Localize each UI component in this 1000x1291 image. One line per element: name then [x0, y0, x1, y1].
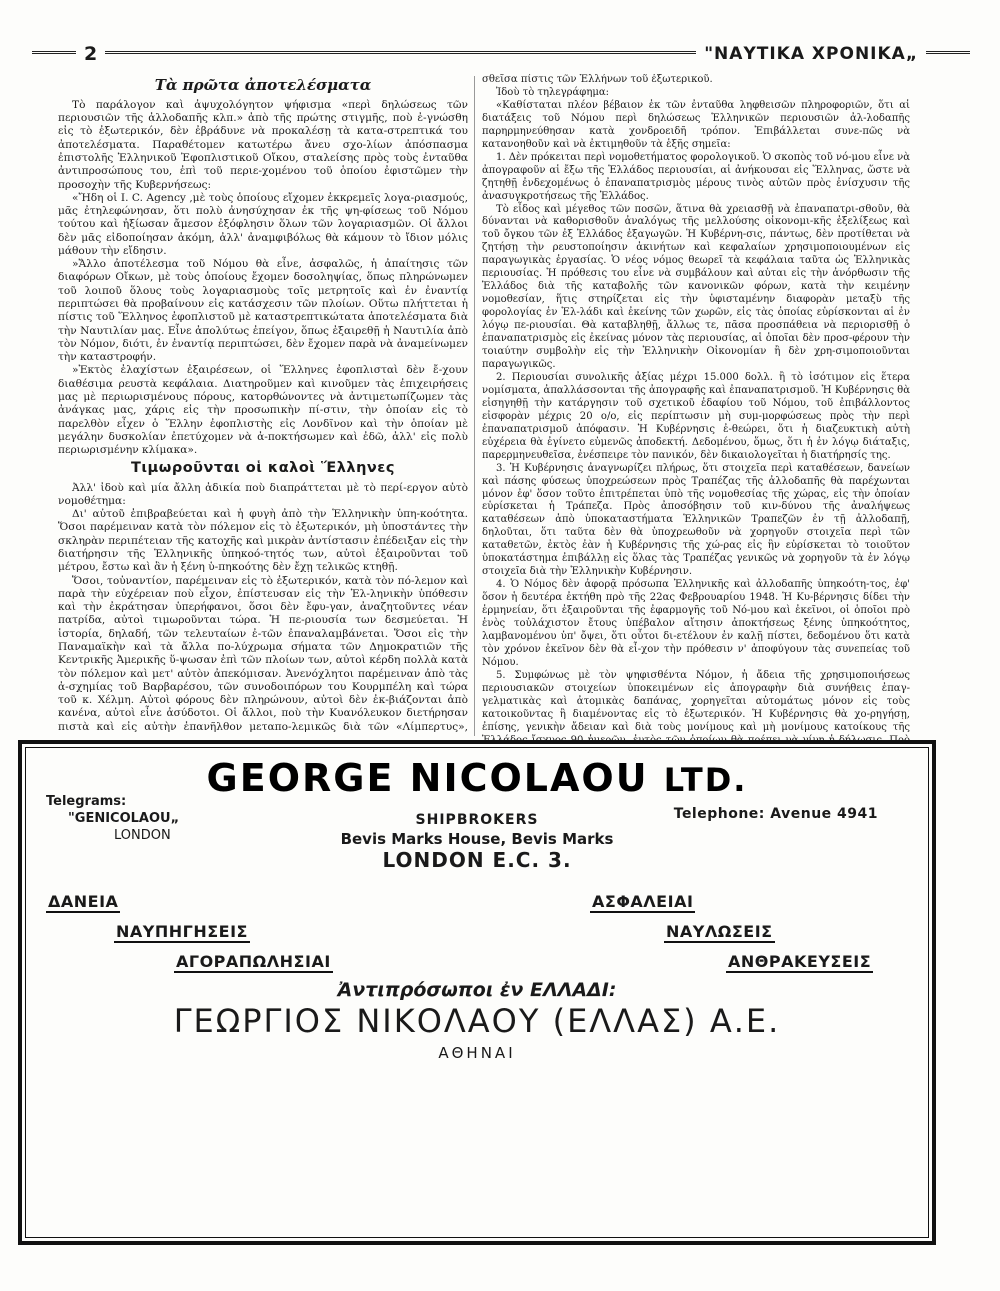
article-paragraph: Τὸ παράλογον καὶ ἀψυχολόγητον ψήφισμα «περὶ δηλώσεως τῶν περιουσιῶν τῆς ἀλλοδαπῆς κλπ.» ἀπὸ τῆς πρώτης στιγμῆς, ποὺ ἐ-γνώσθη εἰς τὸ ἐξωτερικόν, δὲν ἐβράδυνε νὰ προκαλέσῃ τὰ κατα-στρεπτικά του ἀποτελέσματα. Παραθέτομεν κατωτέρω ἄνευ σχο-λίων ἀπόσπασμα ἐπιστολῆς Ἑλληνικοῦ Ἐφοπλιστικοῦ Οἴκου, σταλείσης πρὸς τοὺς ἐνταῦθα ἀντιπροσώπους του, ἐπὶ τοῦ περιε-χομένου τοῦ ὁποίου ἐφιστῶμεν τὴν προσοχὴν τῆς Κυβερνήσεως: — [58, 98, 468, 191]
representative-city: ΑΘΗΝΑΙ — [438, 1044, 516, 1062]
journal-title: "ΝΑΥΤΙΚΑ ΧΡΟΝΙΚΑ„ — [704, 44, 918, 64]
service-sale-purchase: ΑΓΟΡΑΠΩΛΗΣΙΑΙ — [176, 952, 331, 971]
article-paragraph: Ἀλλ' ἰδοὺ καὶ μία ἄλλη ἀδικία ποὺ διαπράττεται μὲ τὸ περί-εργον αὐτὸ νομοθέτημα: — [58, 481, 468, 507]
right-article-column — [482, 74, 910, 746]
representative-name: ΓΕΩΡΓΙΟΣ ΝΙΚΟΛΑΟΥ (ΕΛΛΑΣ) Α.Ε. — [173, 1002, 781, 1040]
telegrams-label: Telegrams: — [46, 794, 127, 809]
address-line: Bevis Marks House, Bevis Marks — [340, 830, 614, 848]
article-paragraph: Ἰδοὺ τὸ τηλεγράφημα: — [496, 86, 610, 98]
quoted-paragraph: «Ἤδη οἱ I. C. Agency ,μὲ τοὺς ὁποίους εἴχομεν ἐκκρεμεῖς λογα-ριασμούς, μᾶς ἐτηλεφώνησαν, ὅτι πολὺ ἀνησύχησαν ἐκ τῆς ψη-φίσεως τοῦ Νόμου τούτου καὶ ἠξίωσαν ἄμεσον ἐξόφλησιν ὅλων τῶν λογαριασμῶν. Οἱ ἄλλοι δὲν μᾶς εἰδοποίησαν ἀκόμη, ἀλλ' ἀναμφιβόλως θὰ κάμουν τὸ ἴδιον μόλις μάθουν τὴν εἴδησιν. — [58, 191, 468, 257]
service-chartering: ΝΑΥΛΩΣΕΙΣ — [666, 922, 773, 941]
article-paragraph: σθεῖσα πίστις τῶν Ἑλλήνων τοῦ ἐξωτερικοῦ. — [482, 74, 713, 85]
heading-good-greeks-punished: Τιμωροῦνται οἱ καλοὶ Ἕλληνες — [131, 460, 395, 477]
page-header — [32, 42, 970, 66]
article-paragraph: Δι' αὐτοῦ ἐπιβραβεύεται καὶ ἡ φυγὴ ἀπὸ τὴν Ἑλληνικὴν ὑπη-κοότητα. Ὅσοι παρέμειναν κατὰ τὸν πόλεμον εἰς τὸ ἐξωτερικόν, μὴ ὑποστάντες τὴν σκληρὰν περιπέτειαν τῆς κατοχῆς καὶ μικρὰν ἀντίστασιν ἐπέδειξαν εἰς τὴν διατήρησιν τῆς Ἑλληνικῆς ὑπηκοό-τητός των, αὐτοὶ ἐξαιροῦνται τοῦ μέτρου, ἔστω καὶ ἂν ἡ ξένη ὑ-πηκοότης δὲν ἔχῃ τελικῶς κτηθῇ. — [58, 508, 468, 574]
shipbrokers-label: SHIPBROKERS — [415, 812, 539, 828]
telegram-paragraph: 3. Ἡ Κυβέρνησις ἀναγνωρίζει πλήρως, ὅτι στοιχεῖα περὶ καταθέσεων, δανείων καὶ πάσης φύσεως ὑποχρεώσεων πρὸς Τραπέζας τῆς ἀλλοδαπῆς θὰ παρέχωνται μόνον ἐφ' ὅσον τοῦτο ἐπιτρέπεται ὑπὸ τῆς νομοθεσίας τῆς χώρας, εἰς τὴν ὁποίαν εὑρίσκεται ἡ Τράπεζα. Πρὸς ἀποσόβησιν τοῦ κιν-δύνου τῆς ἀναλήψεως καταθέσεων ἀπὸ ὑποκαταστήματα Ἑλληνικῶν Τραπεζῶν ἐν τῇ ἀλλοδαπῇ, δηλοῦται, ὅτι ταῦτα δὲν θὰ ὑποχρεωθοῦν νὰ χορηγοῦν στοιχεῖα περὶ τῶν καταθετῶν, ἐκτὸς ἐὰν ἡ Κυβέρνησις τῆς χώ-ρας εἰς ἣν εὑρίσκεται τὸ τοιοῦτον ὑποκατάστημα ἐπιβάλλῃ εἰς ὅλας τὰς Τραπέζας γενικῶς νὰ χορηγοῦν τὰ ἐν λόγῳ στοιχεῖα διὰ τὴν Ἑλληνικὴν Κυβέρνησιν. — [482, 462, 910, 578]
header-rule-middle — [105, 51, 696, 57]
telegram-paragraph: 1. Δὲν πρόκειται περὶ νομοθετήματος φορολογικοῦ. Ὁ σκοπὸς τοῦ νό-μου εἶνε νὰ ἀπογραφοῦν αἱ ἔξω τῆς Ἑλλάδος περιουσίαι, αἱ ἀνήκουσαι εἰς Ἕλληνας, ὥστε νὰ ζητηθῇ ἐνδεχομένως ὁ ἐπαναπατρισμὸς μέρους τινὸς αὐτῶν πρὸς ἐνίσχυσιν τῆς ἀνασυγκροτήσεως τῆς Ἑλλάδος. — [482, 151, 910, 202]
telegram-paragraph: 5. Συμφώνως μὲ τὸν ψηφισθέντα Νόμον, ἡ ἄδεια τῆς χρησιμοποιήσεως περιουσιακῶν στοιχείων ὑποκειμένων εἰς ἀπογραφὴν διὰ συνήθεις ἐπαγ-γελματικὰς καὶ ἀτομικὰς δαπάνας, χορηγεῖται αὐτομάτως μόνον εἰς τοὺς κατοικοῦντας ἢ διαμένοντας εἰς τὸ ἐξωτερικόν. Ἡ Κυβέρνησις θὰ χο-ρηγήσῃ, ἐπίσης, γενικὴν ἄδειαν καὶ διὰ τοὺς μονίμους καὶ μὴ μονίμους κατοίκους τῆς — [482, 669, 910, 733]
telegram-paragraph: 4. Ὁ Νόμος δὲν ἀφορᾷ πρόσωπα Ἑλληνικῆς καὶ ἀλλοδαπῆς ὑπηκοότη-τος, ἐφ' ὅσον ἡ δευτέρα ἐκτήθη πρὸ τῆς 22ας Φεβρουαρίου 1948. Ἡ Κυ-βέρνησις δίδει τὴν ἑρμηνείαν, ὅτι ἐξαιροῦνται τῆς ἐφαρμογῆς τοῦ Νό-μου καὶ ἐκεῖνοι, οἱ ὁποῖοι πρὸ ἑνὸς τοὐλάχιστον ἔτους ὑπέβαλον αἴτησιν ἀποκτήσεως ξένης ὑπηκοότητος, λαμβανομένου ὑπ' ὄψει, ὅτι οὗτοι δι-ετέλουν ἐν καλῇ πίστει, δεδομένου ὅτι κατὰ τὸν χρόνον ἐκεῖνον δὲν θὰ εἶ-χον τὴν πρόθεσιν ν' ἀποφύγουν τὰς συνεπείας τοῦ Νόμου. — [482, 579, 910, 668]
header-rule-right — [926, 51, 970, 57]
company-name-text: GEORGE NICOLAOU — [206, 756, 649, 800]
address-city: LONDON E.C. 3. — [382, 848, 572, 872]
left-article-column — [58, 74, 468, 734]
telegram-paragraph: «Καθίσταται πλέον βέβαιον ἐκ τῶν ἐνταῦθα ληφθεισῶν πληροφοριῶν, ὅτι αἱ διατάξεις τοῦ Νόμου περὶ δηλώσεως Ἑλληνικῶν περιουσιῶν ἀλ-λοδαπῆς παρηρμηνεύθησαν κατὰ χονδροειδῆ τρόπον. Ἐπιβάλλεται συνε-πῶς νὰ κατανοηθοῦν καὶ νὰ ἐκτιμηθοῦν τὰ ἑξῆς σημεῖα: — [482, 99, 910, 150]
telegrams-name: "GENICOLAOU„ — [68, 810, 180, 826]
telegrams-city: LONDON — [114, 827, 171, 843]
quoted-paragraph: »Ἐκτὸς ἐλαχίστων ἐξαιρέσεων, οἱ Ἕλληνες ἐφοπλισταὶ δὲν ἔ-χουν διαθέσιμα ρευστὰ κεφάλαια. Διατηροῦμεν καὶ κινοῦμεν τὰς ἐπιχειρήσεις μας μὲ περιωρισμένους πόρους, κατορθώνοντες νὰ ἀντιμετωπίζωμεν τὰς ἀνάγκας μας, χάρις εἰς τὴν προσωπικὴν πί-στιν, τὴν ὁποίαν εἰς τὸ παρελθὸν εἶχεν ὁ Ἕλλην ἐφοπλιστὴς εἰς Λονδῖνον καὶ τὴν ὁποίαν μὲ μεγάλην δυσκολίαν ἐπετύχομεν νὰ ἀ-ποκτήσωμεν καὶ ἐδῶ, ἀλλ' εἰς πολὺ περιωρισμένην κλίμακα». — [58, 364, 468, 457]
service-insurance: ΑΣΦΑΛΕΙΑΙ — [592, 892, 694, 911]
george-nicolaou-advertisement — [18, 740, 936, 1245]
header-rule-left — [32, 51, 76, 57]
article-paragraph: Ὅσοι, τοὐναντίον, παρέμειναν εἰς τὸ ἐξωτερικόν, κατὰ τὸν πό-λεμον καὶ παρὰ τὴν εὐχέρειαν ποὺ εἶχον, ἐπίστευσαν εἰς τὴν Ἑλ-ληνικὴν ὑπόθεσιν καὶ τὴν ἐκράτησαν ὑπερήφανοι, ὅσοι δὲν ἔφυ-γαν, ἀναζητοῦντες νέαν πατρίδα, αὐτοὶ τιμωροῦνται τώρα. Ἡ πε-ριουσία των δεσμεύεται. Ἡ ἱστορία, δηλαδή, τῶν τελευταίων ἐ-τῶν ἐπαναλαμβάνεται. Ὅσοι εἰς τὴν Παναμαϊκὴν καὶ τὰ ἄλλα πο-λύχρωμα σήματα τῶν Δημοκρατιῶν τῆς Κεντρικῆς Ἀμερικῆς ὕ-ψωσαν ἐπὶ τῶν πλοίων των, αὐτοὶ κέρδη πολλὰ κατὰ τὸν πόλεμον καὶ μετ' αὐτὸν ἀπεκόμισαν. Ἀνενόχλητοι παρέμειναν ἀπὸ τὰς ἀ-σχημίας τοῦ Βαρβαρέσου, τῶν συνοδοιπόρων του Κουρμπέλη καὶ τώρα τοῦ κ. Χέλμη. Αὐτοὶ φόρους δὲν πληρώνουν, αὐτοὶ δὲν ἐκ-βιάζονται ἀπὸ κανένα, αὐτοὶ εἶνε ἀσύδοτοι. Οἱ ἄλλοι, ποὺ τὴν Κυανόλευκον διετήρησαν πιστὰ καὶ εἰς αὐτὴν ἐπανῆλθον μεταπο-λεμικῶς διὰ τῶν «Λίμπερτυς», — [58, 574, 468, 733]
telegram-paragraph: Τὸ εἶδος καὶ μέγεθος τῶν ποσῶν, ἅτινα θὰ χρειασθῇ νὰ ἐπαναπατρι-σθοῦν, θὰ δύνανται νὰ καθορισθοῦν ἀναλόγως τῆς μελλούσης οἰκονομι-κῆς ἐξελίξεως καὶ τοῦ ὄγκου τῶν ἐξ Ἑλλάδος ἐξαγωγῶν. Ἡ Κυβέρνη-σις, πάντως, δὲν προτίθεται νὰ ζητήσῃ τὴν ρευστοποίησιν ἀκινήτων καὶ κεφαλαίων χρησιμοποιουμένων εἰς παραγωγικὰς ἐργασίας. Ὁ νέος νόμος θεωρεῖ τὰ κεφάλαια ταῦτα ὡς Ἑλληνικὰς περιουσίας. Ἡ πρόθεσις του εἶνε νὰ συμβάλουν καὶ αὐται εἰς τὴν ἀνόρθωσιν τῆς Ἑλλάδος διὰ τῆς καταβολῆς τῶν κανονικῶν φόρων, κατὰ τὴν κειμένην νομοθεσίαν, ἥτις στηρίζεται εἰς τὴν ὑφισταμένην διαφορὰν μεταξὺ τῆς φορολογίας ἐν Ἑλ-λάδι καὶ ἐκείνης τῶν χωρῶν, εἰς τὰς ὁποίας εὑρίσκονται αἱ ἐν λόγῳ πε-ριουσίαι. Θὰ καταβληθῇ, ἄλλως τε, πᾶσα προσπάθεια νὰ περιορισθῇ ὁ ἐπαναπατρισμὸς εἰς ἐκείνας μόνον τὰς περιουσίας, αἱ ὁποῖαι δὲν προσ-φέρουν τὴν τοιαύτην συμβολὴν εἰς τὴν Ἑλληνικὴν Οἰκονομίαν ἢ δὲν χρη-σιμοποιοῦνται παραγωγικῶς. — [482, 203, 910, 370]
telegram-paragraph: 2. Περιουσίαι συνολικῆς ἀξίας μέχρι 15.000 δολλ. ἢ τὸ ἰσότιμον εἰς ἕτερα νομίσματα, ἀπαλλάσσονται τῆς ἀπογραφῆς καὶ ἐπαναπατρισμοῦ. Ἡ Κυβέρνησις θὰ εἰσηγηθῇ τὴν κατάργησιν τοῦ σχετικοῦ ἐδαφίου τοῦ Νόμου, τοῦ ἐπιβάλλοντος εἰσφορὰν μέχρις 20 ο/ο, εἰς περίπτωσιν μὴ συμ-μορφώσεως πρὸς τὴν περὶ ἐπαναπατρισμοῦ ἀπόφασιν. Ἡ Κυβέρνησις ἐ-θεώρει, ὅτι ἡ διαζευκτικὴ αὐτὴ εὐχέρεια θὰ ἐγίνετο εὐμενῶς ἀποδεκτή. Δεδομένου, ὅμως, ὅτι ἡ ἐν λόγῳ διάταξις, παρερμηνευθεῖσα, ἐνέσπειρε τὸν πανικόν, δὲν δικαιολογεῖται ἡ διατήρησίς της. — [482, 371, 910, 461]
column-divider — [474, 76, 475, 736]
service-shipbuilding: ΝΑΥΠΗΓΗΣΕΙΣ — [116, 922, 248, 941]
page-number: 2 — [84, 43, 98, 65]
company-suffix: LTD. — [663, 761, 748, 799]
service-coaling: ΑΝΘΡΑΚΕΥΣΕΙΣ — [728, 952, 872, 971]
representatives-label: Ἀντιπρόσωποι ἐν ΕΛΛΑΔΙ: — [337, 979, 617, 1001]
heading-first-results: Τὰ πρῶτα ἀποτελέσματα — [154, 76, 372, 94]
quoted-paragraph: »Ἄλλο ἀποτέλεσμα τοῦ Νόμου θὰ εἶνε, ἀσφαλῶς, ἡ ἀπαίτησις τῶν διαφόρων Οἴκων, μὲ τοὺς ὁποίους ἔχομεν δοσοληψίας, ὅπως πληρώνωμεν τοῦ λοιποῦ ὅλους τοὺς λογαριασμοὺς τοῖς μετρητοῖς καὶ ἐν ἐναντίᾳ περιπτώσει θὰ προβαίνουν εἰς κατάσχεσιν τῶν πλοίων. Οὕτω πλήττεται ἡ πίστις τοῦ Ἕλληνος ἐφοπλιστοῦ μὲ καταστρεπτικώτατα ἀποτελέσματα διὰ τὴν Ναυτιλίαν μας. Εἶνε ἀπολύτως ἐπείγον, ὅπως ἐξαιρεθῇ ἡ Ναυτιλία ἀπὸ τὸν Νόμον, διότι, ἐν ἐναντίᾳ περιπτώσει, δὲν ἔχομεν παρὰ νὰ ἀναμείνωμεν τὴν καταστροφήν. — [58, 258, 468, 364]
telephone-number: Telephone: Avenue 4941 — [673, 806, 878, 822]
service-loans: ΔΑΝΕΙΑ — [48, 892, 119, 911]
